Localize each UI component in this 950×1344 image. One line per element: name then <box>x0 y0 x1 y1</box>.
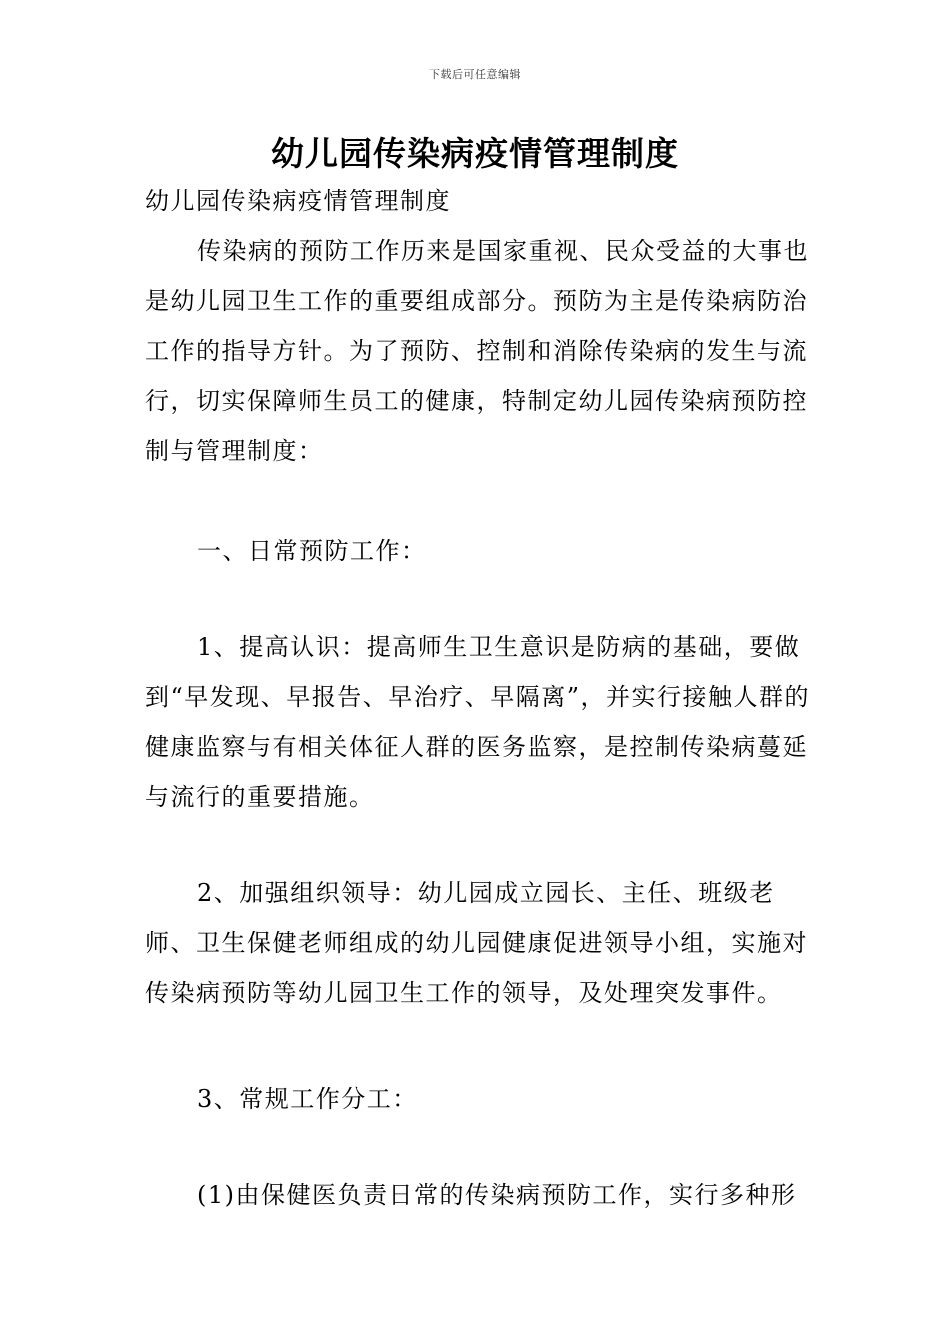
section-heading-daily-prevention: 一、日常预防工作： <box>197 537 427 565</box>
item-3-1-paragraph: (1)由保健医负责日常的传染病预防工作，实行多种形 <box>197 1181 797 1209</box>
document-title: 幼儿园传染病疫情管理制度 <box>271 134 679 173</box>
item-1-paragraph: 1、提高认识：提高师生卫生意识是防病的基础，要做到“早发现、早报告、早治疗、早隔离”，并实行接触人群的健康监察与有相关体征人群的医务监察，是控制传染病蔓延与流行的重要措施。 <box>145 633 811 811</box>
header-note: 下载后可任意编辑 <box>429 68 521 81</box>
intro-paragraph: 传染病的预防工作历来是国家重视、民众受益的大事也是幼儿园卫生工作的重要组成部分。预防为主是传染病防治工作的指导方针。为了预防、控制和消除传染病的发生与流行，切实保障师生员工的健康，特制定幼儿园传染病预防控制与管理制度： <box>145 237 809 465</box>
item-2-paragraph: 2、加强组织领导：幼儿园成立园长、主任、班级老师、卫生保健老师组成的幼儿园健康促进领导小组，实施对传染病预防等幼儿园卫生工作的领导，及处理突发事件。 <box>145 879 808 1007</box>
item-3-heading: 3、常规工作分工： <box>197 1085 418 1113</box>
document-subtitle: 幼儿园传染病疫情管理制度 <box>145 187 451 215</box>
